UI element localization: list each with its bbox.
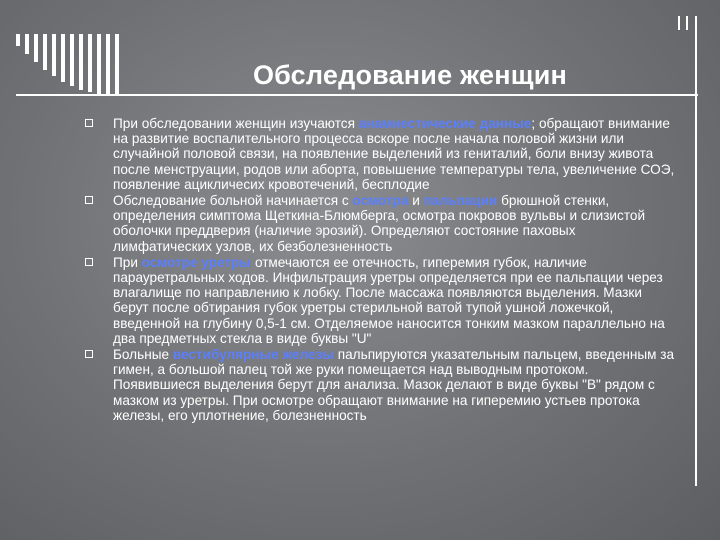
slide-title: Обследование женщин <box>252 60 568 90</box>
list-item: Больные вестибулярные железы пальпируются указательным пальцем, введенным за гимен, а большой палец той же руки помещается над выводным протоком. Появившиеся выделения берут для анализа. Мазок делают в виде буквы "В" рядом с мазком из уретры. При осмотре обращают внимание на гиперемию устьев протока железы, его уплотнение, болезненность <box>86 347 676 423</box>
bullet-list <box>86 116 676 424</box>
highlight-term: осмотра <box>352 193 409 209</box>
square-bullet-icon <box>85 196 93 204</box>
highlight-term: анамнестические данные <box>358 116 532 131</box>
highlight-term: пальпации <box>423 193 498 209</box>
decorative-tick <box>686 16 688 30</box>
square-bullet-icon <box>85 119 93 127</box>
decorative-horizontal-line <box>16 94 698 96</box>
highlight-term: вестибулярные железы <box>172 347 334 363</box>
square-bullet-icon <box>85 350 93 358</box>
decorative-vertical-line <box>695 16 697 486</box>
decorative-tick <box>678 16 680 30</box>
list-item: При обследовании женщин изучаются анамнестические данные; обращают внимание на развитие воспалительного процесса вскоре после начала половой жизни или случайной половой связи, на появление выделений из гениталий, боли внизу живота после менструации, родов или аборта, повышение температуры тела, увеличение СОЭ, появление ацикличесих кровотечений, бесплодие <box>86 116 676 192</box>
highlight-term: осмотре уретры <box>141 254 252 270</box>
square-bullet-icon <box>85 258 93 266</box>
list-item: Обследование больной начинается с осмотра и пальпации брюшной стенки, определения симптома Щеткина-Блюмберга, осмотра покровов вульвы и слизистой оболочки преддверия (наличие эрозий). Определяют состояние паховых лимфатических узлов, их безболезненность <box>86 193 676 254</box>
list-item: При осмотре уретры отмечаются ее отечность, гиперемия губок, наличие парауретральных ходов. Инфильтрация уретры определяется при ее пальпации через влагалище по направлению к лобку. После массажа появляются выделения. Мазки берут после обтирания губок уретры стерильной ватой тупой ушной ложечкой, введенной на глубину 0,5-1 см. Отделяемое наносится тонким мазком параллельно на два предметных стекла в виде буквы "U" <box>86 255 676 346</box>
